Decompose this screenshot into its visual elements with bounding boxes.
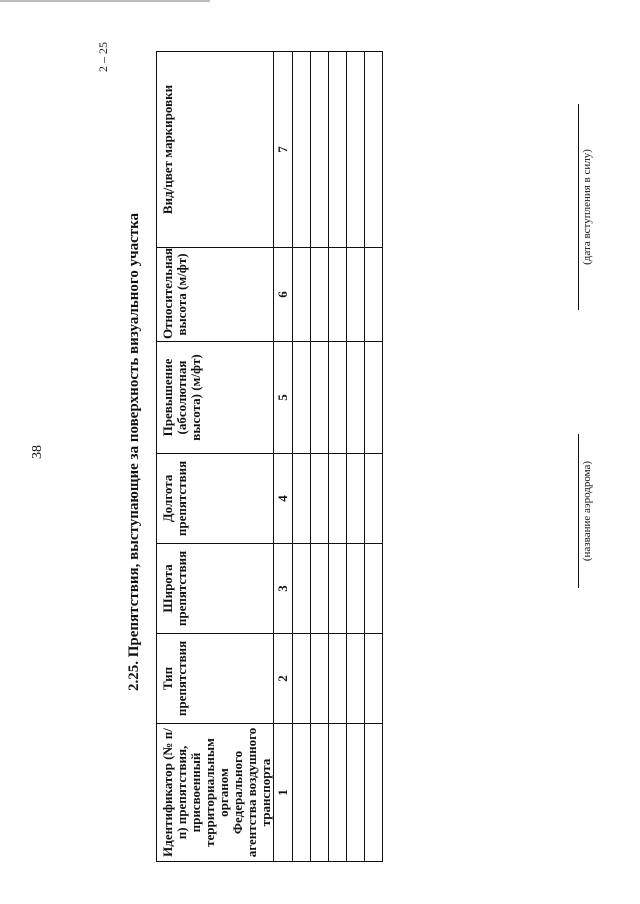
table-cell xyxy=(311,724,329,862)
table-cell xyxy=(293,724,311,862)
header-longitude: Долгота препятствия xyxy=(157,454,274,544)
empty-rows xyxy=(293,52,383,862)
table-cell xyxy=(329,724,347,862)
table-cell xyxy=(329,342,347,454)
aerodrome-signature xyxy=(578,434,606,588)
aerodrome-caption: (название аэродрома) xyxy=(581,460,593,562)
table-row xyxy=(329,52,347,862)
date-signature xyxy=(578,104,606,310)
table-cell xyxy=(293,342,311,454)
header-marking: Вид/цвет маркировки xyxy=(157,52,274,248)
table-cell xyxy=(365,248,383,342)
table-cell xyxy=(347,52,365,248)
table-cell xyxy=(293,248,311,342)
header-relative-height: Относительная высота (м/фт) xyxy=(157,248,274,342)
table-cell xyxy=(347,724,365,862)
table-cell xyxy=(329,544,347,634)
table-row xyxy=(311,52,329,862)
table-cell xyxy=(311,634,329,724)
header-latitude: Широта препятствия xyxy=(157,544,274,634)
table-cell xyxy=(347,454,365,544)
section-title: 2.25. Препятствия, выступающие за поверхность визуального участка xyxy=(126,212,142,692)
document-code: 2 – 25 xyxy=(96,42,110,72)
table-row xyxy=(365,52,383,862)
column-number: 1 xyxy=(274,724,293,862)
column-number: 4 xyxy=(274,454,293,544)
table-cell xyxy=(347,544,365,634)
table-cell xyxy=(365,634,383,724)
table-cell xyxy=(365,454,383,544)
table-cell xyxy=(311,248,329,342)
column-number: 6 xyxy=(274,248,293,342)
table-cell xyxy=(293,634,311,724)
table-cell xyxy=(347,634,365,724)
signature-line xyxy=(578,104,579,310)
obstacles-table xyxy=(156,51,383,862)
table-cell xyxy=(329,454,347,544)
table-cell xyxy=(311,52,329,248)
table-cell xyxy=(365,724,383,862)
table-cell xyxy=(329,248,347,342)
table-row xyxy=(293,52,311,862)
column-number-row xyxy=(274,52,293,862)
header-identifier: Идентификатор (№ п/п) препятствия, присвоенный территориальным органом Федерального агентства воздушного транспорта xyxy=(157,724,274,862)
column-number: 3 xyxy=(274,544,293,634)
column-number: 5 xyxy=(274,342,293,454)
table-cell xyxy=(311,342,329,454)
column-number: 2 xyxy=(274,634,293,724)
table-cell xyxy=(329,52,347,248)
table-cell xyxy=(347,248,365,342)
table-cell xyxy=(293,544,311,634)
page-number: 38 xyxy=(30,445,45,459)
table-cell xyxy=(311,454,329,544)
signature-line xyxy=(578,434,579,588)
table-cell xyxy=(293,454,311,544)
header-elevation: Превышение (абсолютная высота) (м/фт) xyxy=(157,342,274,454)
table-cell xyxy=(329,634,347,724)
table-cell xyxy=(365,544,383,634)
table-header-row xyxy=(157,52,274,862)
column-number: 7 xyxy=(274,52,293,248)
header-type: Тип препятствия xyxy=(157,634,274,724)
table-cell xyxy=(293,52,311,248)
date-caption: (дата вступления в силу) xyxy=(581,149,593,265)
table-cell xyxy=(347,342,365,454)
table-cell xyxy=(311,544,329,634)
table-cell xyxy=(365,342,383,454)
table-row xyxy=(347,52,365,862)
table-cell xyxy=(365,52,383,248)
